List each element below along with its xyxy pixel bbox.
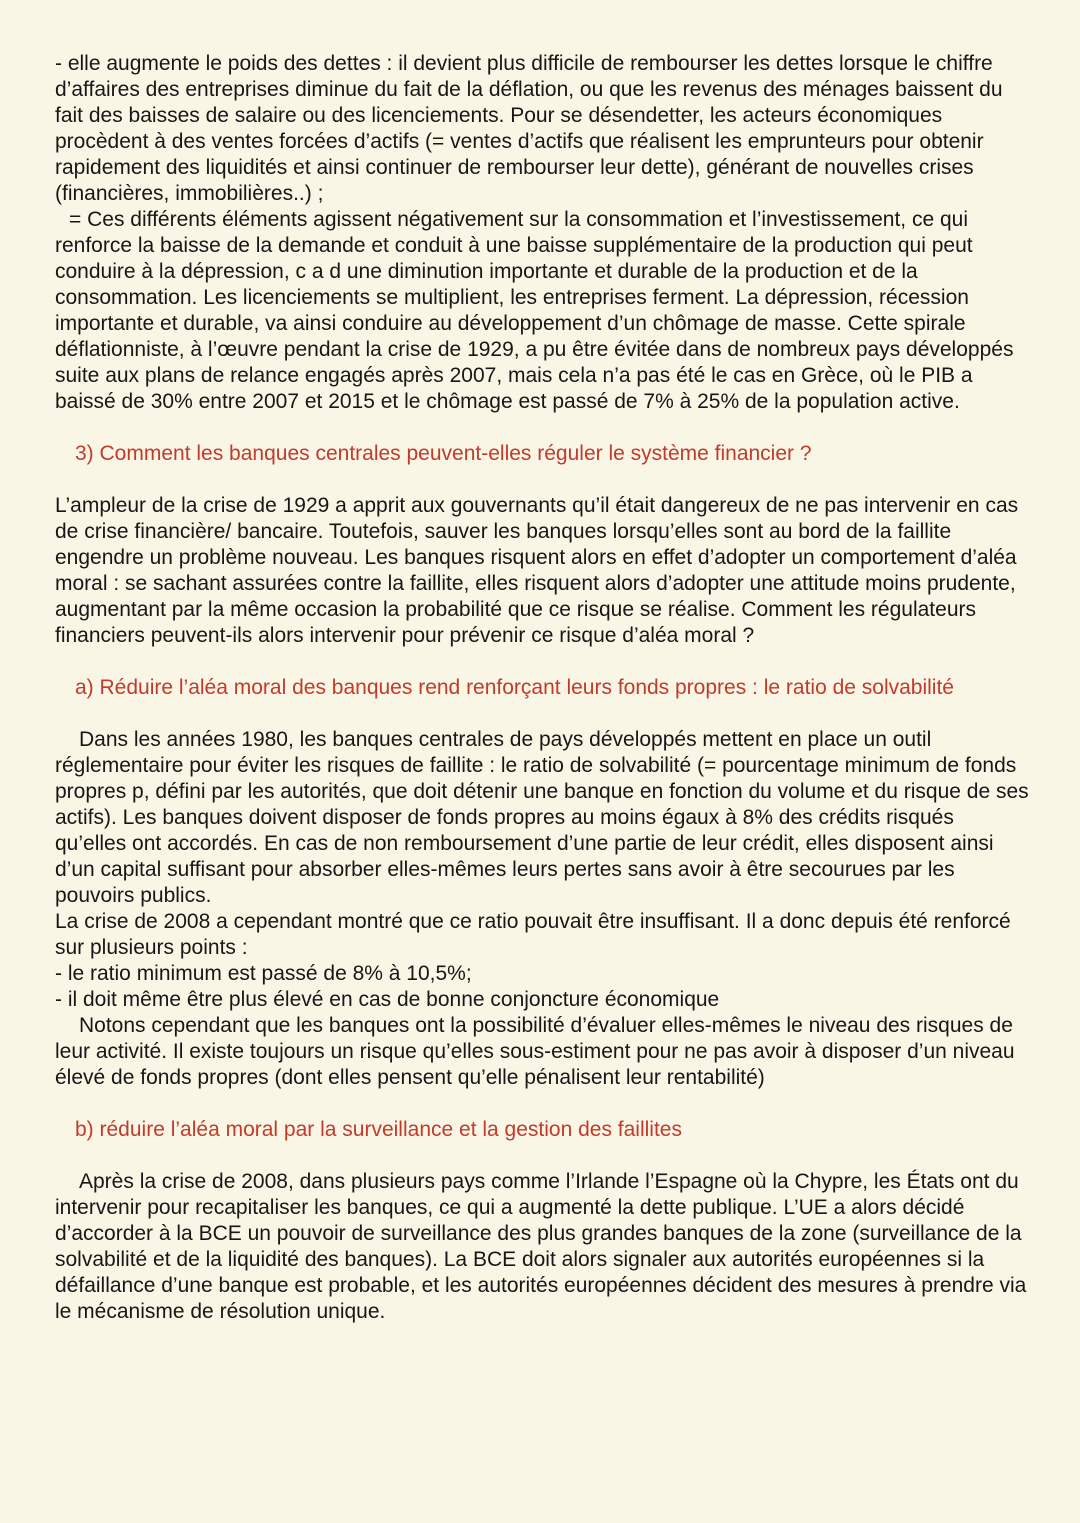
paragraph-bce-supervision: Après la crise de 2008, dans plusieurs pays comme l’Irlande l’Espagne où la Chypre, les États ont du intervenir pour recapitaliser les banques, ce qui a augmenté la dette publique. L’UE a alors décidé d’accorder à la BCE un pouvoir de surveillance des plus grandes banques de la zone (surveillance de la solvabilité et de la liquidité des banques). La BCE doit alors signaler aux autorités européennes si la défaillance d’une banque est probable, et les autorités européennes décident des mesures à prendre via le mécanisme de résolution unique. <box>55 1170 1027 1323</box>
paragraph-ratio-insufficient: La crise de 2008 a cependant montré que ce ratio pouvait être insuffisant. Il a donc depuis été renforcé sur plusieurs points : <box>55 910 1011 959</box>
paragraph-solvency-ratio: Dans les années 1980, les banques centrales de pays développés mettent en place un outil réglementaire pour éviter les risques de faillite : le ratio de solvabilité (= pourcentage minimum de fonds propres p, défini par les autorités, que doit détenir une banque en fonction du volume et du risque de ses actifs). Les banques doivent disposer de fonds propres au moins égaux à 8% des crédits risqués qu’elles ont accordés. En cas de non remboursement d’une partie de leur crédit, elles disposent ainsi d’un capital suffisant pour absorber elles-mêmes leurs pertes sans avoir à être secourues par les pouvoirs publics. <box>55 728 1029 907</box>
section-heading-central-banks: 3) Comment les banques centrales peuvent-elles réguler le système financier ? <box>75 442 812 465</box>
subheading-b-supervision: b) réduire l’aléa moral par la surveillance et la gestion des faillites <box>75 1118 682 1141</box>
paragraph-debt-burden: - elle augmente le poids des dettes : il devient plus difficile de rembourser les dettes lorsque le chiffre d’affaires des entreprises diminue du fait de la déflation, ou que les revenus des ménages baissent du fait des baisses de salaire ou des licenciements. Pour se désendetter, les acteurs économiques procèdent à des ventes forcées d’actifs (= ventes d’actifs que réalisent les emprunteurs pour obtenir rapidement des liquidités et ainsi continuer de rembourser leur dette), générant de nouvelles crises (financières, immobilières..) ; <box>55 52 1003 205</box>
subheading-a-solvency-ratio: a) Réduire l’aléa moral des banques rend renforçant leurs fonds propres : le ratio de solvabilité <box>75 676 954 699</box>
paragraph-self-assessment-risk: Notons cependant que les banques ont la possibilité d’évaluer elles-mêmes le niveau des risques de leur activité. Il existe toujours un risque qu’elles sous-estiment pour ne pas avoir à disposer d’un niveau élevé de fonds propres (dont elles pensent qu’elle pénalisent leur rentabilité) <box>55 1014 1015 1089</box>
bullet-ratio-higher: - il doit même être plus élevé en cas de bonne conjoncture économique <box>55 988 720 1011</box>
paragraph-deflation-spiral: = Ces différents éléments agissent négativement sur la consommation et l’investissement, ce qui renforce la baisse de la demande et conduit à une baisse supplémentaire de la production qui peut conduire à la dépression, c a d une diminution importante et durable de la production et de la consommation. Les licenciements se multiplient, les entreprises ferment. La dépression, récession importante et durable, va ainsi conduire au développement d’un chômage de masse. Cette spirale déflationniste, à l’œuvre pendant la crise de 1929, a pu être évitée dans de nombreux pays développés suite aux plans de relance engagés après 2007, mais cela n’a pas été le cas en Grèce, où le PIB a baissé de 30% entre 2007 et 2015 et le chômage est passé de 7% à 25% de la population active. <box>55 208 1014 413</box>
paragraph-moral-hazard-intro: L’ampleur de la crise de 1929 a apprit aux gouvernants qu’il était dangereux de ne pas intervenir en cas de crise financière/ bancaire. Toutefois, sauver les banques lorsqu’elles sont au bord de la faillite engendre un problème nouveau. Les banques risquent alors en effet d’adopter un comportement d’aléa moral : se sachant assurées contre la faillite, elles risquent alors d’adopter une attitude moins prudente, augmentant par la même occasion la probabilité que ce risque se réalise. Comment les régulateurs financiers peuvent-ils alors intervenir pour prévenir ce risque d’aléa moral ? <box>55 494 1019 647</box>
bullet-ratio-minimum: - le ratio minimum est passé de 8% à 10,5%; <box>55 962 472 985</box>
